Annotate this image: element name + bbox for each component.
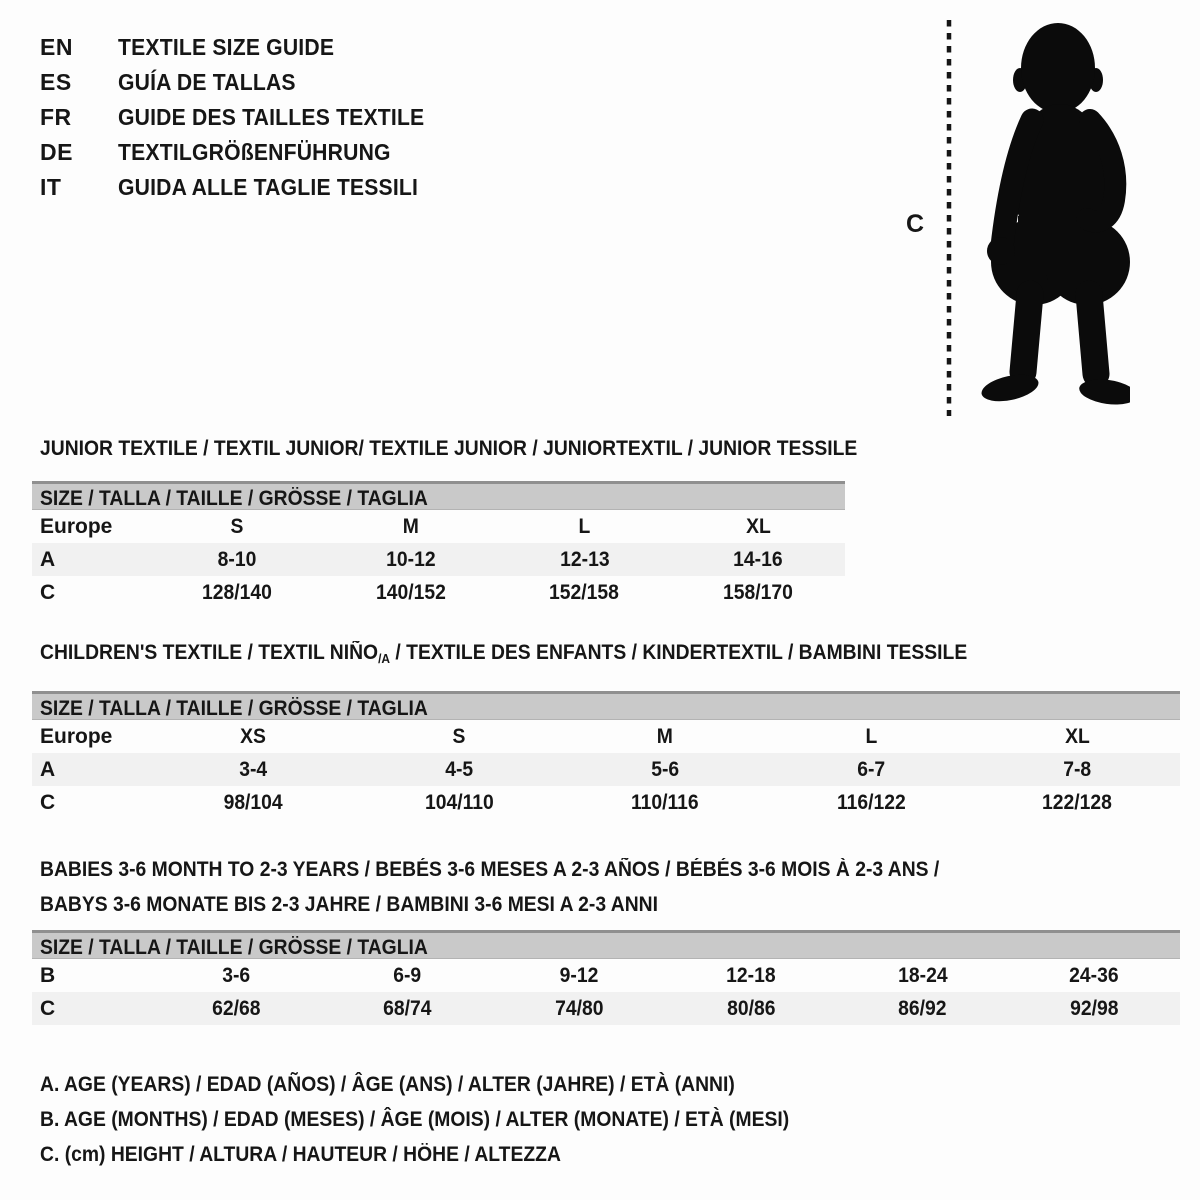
cell-value: 6-7 (857, 757, 885, 781)
cell-value: 18-24 (897, 963, 948, 987)
title-subscript: /A (378, 650, 391, 666)
measurement-legend (40, 1067, 1180, 1172)
size-header-text: SIZE / TALLA / TAILLE / GRÖSSE / TAGLIA (40, 935, 428, 959)
language-code: EN (40, 34, 73, 60)
table-cell (837, 959, 1009, 992)
cell-value: 4-5 (445, 757, 473, 781)
cell-value: 116/122 (836, 790, 906, 814)
legend-text: C. (cm) HEIGHT / ALTURA / HAUTEUR / HÖHE / ALTEZZA (40, 1142, 561, 1166)
height-measure-dashed-line (946, 20, 952, 416)
language-title: GUIDE DES TAILLES TEXTILE (118, 104, 425, 130)
junior-textile-section (32, 437, 858, 609)
table-row-c (32, 786, 1180, 819)
cell-value: 158/170 (723, 581, 794, 604)
table-cell (493, 992, 665, 1025)
table-cell (150, 959, 322, 992)
table-cell (665, 959, 837, 992)
table-cell (665, 992, 837, 1025)
table-cell (671, 576, 845, 609)
row-label: A (40, 757, 56, 781)
table-cell (837, 992, 1009, 1025)
table-cell (324, 576, 498, 609)
table-cell (768, 753, 974, 786)
size-table (32, 930, 1180, 1025)
language-title: TEXTILGRÖßENFÜHRUNG (118, 139, 391, 165)
table-title-text (40, 437, 857, 461)
cell-value: 122/128 (1042, 790, 1112, 814)
title-segment: CHILDREN'S TEXTILE / TEXTIL NIÑO (40, 641, 379, 664)
table-cell (974, 786, 1180, 819)
table-title-line (40, 641, 1180, 671)
table-title-line (40, 437, 858, 461)
table-row-a (32, 753, 1180, 786)
title-segment: BABIES 3-6 MONTH TO 2-3 YEARS / BEBÉS 3-6 MESES A 2-3 AÑOS / BÉBÉS 3-6 MOIS À 2-3 ANS / (40, 857, 940, 881)
table-row-c (32, 992, 1180, 1025)
table-cell (356, 753, 562, 786)
cell-value: 3-4 (239, 757, 267, 781)
cell-value: 140/152 (375, 581, 446, 604)
cell-value: 6-9 (393, 963, 422, 987)
cell-value: 62/68 (211, 996, 261, 1020)
legend-text: A. AGE (YEARS) / EDAD (AÑOS) / ÂGE (ANS) / ALTER (JAHRE) / ETÀ (ANNI) (40, 1072, 735, 1096)
table-cell (150, 720, 356, 753)
cell-value: 98/104 (223, 790, 283, 814)
row-label: Europe (40, 515, 113, 538)
table-title-line (40, 852, 1180, 887)
table-title (40, 852, 1180, 922)
table-cell (324, 543, 498, 576)
cell-value: 74/80 (554, 996, 604, 1020)
table-cell (356, 786, 562, 819)
cell-value: 5-6 (651, 757, 679, 781)
language-code: ES (40, 69, 72, 95)
row-label: C (40, 996, 56, 1020)
cell-value: 12-18 (726, 963, 776, 987)
table-row-c (32, 576, 845, 609)
table-cell (768, 786, 974, 819)
table-cell (671, 543, 845, 576)
table-cell (493, 959, 665, 992)
table-cell (562, 753, 768, 786)
table-row-europe (32, 510, 845, 543)
table-cell (498, 510, 672, 543)
table-title (40, 641, 1180, 671)
language-code: FR (40, 104, 72, 130)
table-row-b (32, 959, 1180, 992)
language-code: DE (40, 139, 73, 165)
size-header-text: SIZE / TALLA / TAILLE / GRÖSSE / TAGLIA (40, 487, 428, 510)
table-cell (974, 720, 1180, 753)
table-cell (150, 992, 322, 1025)
language-title: GUIDA ALLE TAGLIE TESSILI (118, 174, 419, 200)
cell-value: M (656, 724, 674, 748)
table-cell (324, 510, 498, 543)
table-cell (356, 720, 562, 753)
cell-value: 152/158 (549, 581, 620, 604)
legend-line-c (40, 1137, 1180, 1172)
cell-value: S (452, 724, 466, 748)
table-title-line (40, 887, 1180, 922)
language-title: TEXTILE SIZE GUIDE (118, 34, 335, 60)
cell-value: 128/140 (201, 581, 272, 604)
size-header-bar (32, 481, 845, 510)
childrens-textile-section (32, 641, 1180, 819)
cell-value: 8-10 (217, 548, 257, 571)
cell-value: 14-16 (733, 548, 783, 571)
table-cell (150, 753, 356, 786)
cell-value: 80/86 (726, 996, 776, 1020)
table-title-text (40, 887, 658, 922)
table-title (40, 437, 858, 461)
row-label: Europe (40, 724, 113, 748)
table-cell (974, 753, 1180, 786)
cell-value: S (230, 515, 244, 538)
title-segment: / TEXTILE DES ENFANTS / KINDERTEXTIL / BAMBINI TESSILE (390, 641, 968, 664)
table-title-text (40, 852, 939, 887)
cell-value: 86/92 (898, 996, 947, 1020)
babies-textile-section (32, 852, 1180, 1025)
cell-value: L (578, 515, 591, 538)
row-label: C (40, 790, 56, 814)
size-header-bar (32, 691, 1180, 720)
cell-value: 110/116 (631, 790, 699, 814)
row-label: B (40, 963, 56, 987)
table-cell (150, 543, 324, 576)
row-label: A (40, 548, 56, 571)
cell-value: 10-12 (385, 548, 436, 571)
legend-line-a (40, 1067, 1180, 1102)
table-cell (768, 720, 974, 753)
cell-value: M (402, 515, 419, 538)
cell-value: 68/74 (383, 996, 432, 1020)
toddler-silhouette-icon (966, 16, 1130, 416)
language-code: IT (40, 174, 62, 200)
table-cell (322, 959, 494, 992)
cell-value: 92/98 (1069, 996, 1119, 1020)
table-cell (1008, 959, 1180, 992)
size-header-bar (32, 930, 1180, 959)
title-segment: JUNIOR TEXTILE / TEXTIL JUNIOR/ TEXTILE JUNIOR / JUNIORTEXTIL / JUNIOR TESSILE (40, 437, 858, 460)
cell-value: 104/110 (424, 790, 494, 814)
table-cell (1008, 992, 1180, 1025)
table-cell (562, 720, 768, 753)
size-header-text: SIZE / TALLA / TAILLE / GRÖSSE / TAGLIA (40, 696, 428, 720)
legend-text: B. AGE (MONTHS) / EDAD (MESES) / ÂGE (MOIS) / ALTER (MONATE) / ETÀ (MESI) (40, 1107, 790, 1131)
row-label: C (40, 581, 56, 604)
table-row-a (32, 543, 845, 576)
cell-value: 24-36 (1069, 963, 1119, 987)
size-table (32, 481, 845, 609)
size-table (32, 691, 1180, 819)
table-cell (498, 543, 672, 576)
cell-value: 9-12 (559, 963, 599, 987)
table-cell (150, 576, 324, 609)
table-row-europe (32, 720, 1180, 753)
table-cell (322, 992, 494, 1025)
language-title: GUÍA DE TALLAS (118, 69, 296, 95)
table-title-text (40, 641, 967, 671)
table-cell (150, 786, 356, 819)
table-cell (498, 576, 672, 609)
height-measure-label: C (906, 210, 925, 238)
table-cell (150, 510, 324, 543)
cell-value: XL (745, 515, 771, 538)
table-cell (562, 786, 768, 819)
cell-value: XL (1064, 724, 1090, 748)
cell-value: L (865, 724, 877, 748)
cell-value: 7-8 (1063, 757, 1091, 781)
legend-line-b (40, 1102, 1180, 1137)
title-segment: BABYS 3-6 MONATE BIS 2-3 JAHRE / BAMBINI 3-6 MESI A 2-3 ANNI (40, 892, 658, 916)
table-cell (671, 510, 845, 543)
cell-value: 12-13 (559, 548, 610, 571)
cell-value: 3-6 (221, 963, 250, 987)
cell-value: XS (240, 724, 266, 748)
size-tables (32, 437, 1180, 1025)
